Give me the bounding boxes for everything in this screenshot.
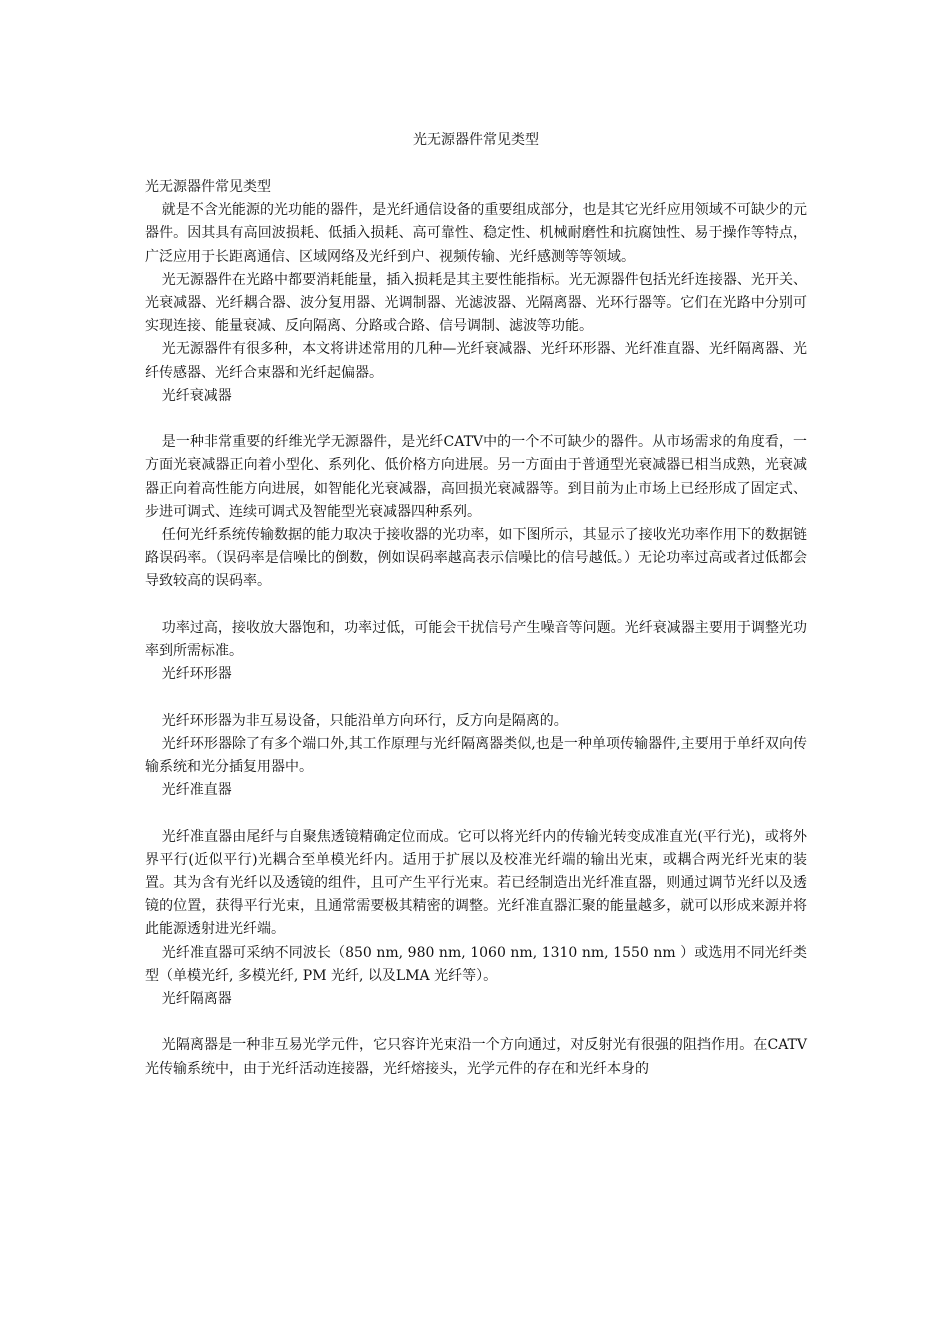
section-heading: 光纤隔离器 [161,991,232,1008]
blank-line [145,408,807,431]
document-body [145,176,807,1081]
blank-line [145,1011,807,1034]
blank-line [145,686,807,709]
paragraph: 光隔离器是一种非互易光学元件，它只容许光束沿一个方向通过，对反射光有很强的阻挡作用。在CATV光传输系统中，由于光纤活动连接器，光纤熔接头，光学元件的存在和光纤本身的 [145,1037,807,1077]
paragraph: 光纤准直器可采纳不同波长（850 nm, 980 nm, 1060 nm, 1310 nm, 1550 nm ）或选用不同光纤类型（单模光纤, 多模光纤, PM 光纤, 以及LMA 光纤等）。 [145,944,807,984]
paragraph: 光纤环形器除了有多个端口外,其工作原理与光纤隔离器类似,也是一种单项传输器件,主要用于单纤双向传输系统和光分插复用器中。 [145,735,807,776]
document-title: 光无源器件常见类型 [413,132,539,148]
blank-line [145,802,807,825]
paragraph: 光无源器件常见类型 [145,179,271,195]
section-heading: 光纤准直器 [161,782,232,799]
blank-line [145,594,807,617]
paragraph: 光纤环形器为非互易设备，只能沿单方向环行，反方向是隔离的。 [161,712,568,729]
paragraph: 光无源器件在光路中都要消耗能量，插入损耗是其主要性能指标。光无源器件包括光纤连接器、光开关、光衰减器、光纤耦合器、波分复用器、光调制器、光滤波器、光隔离器、光环行器等。它们在光路中分别可实现连接、能量衰减、反向隔离、分路或合路、信号调制、滤波等功能。 [145,271,807,335]
section-heading: 光纤环形器 [161,666,232,683]
paragraph: 是一种非常重要的纤维光学无源器件，是光纤CATV中的一个不可缺少的器件。从市场需求的角度看，一方面光衰减器正向着小型化、系列化、低价格方向进展。另一方面由于普通型光衰减器已相当成熟，光衰减器正向着高性能方向进展，如智能化光衰减器，高回损光衰减器等。到目前为止市场上已经形成了固定式、步进可调式、连续可调式及智能型光衰减器四种系列。 [145,434,807,520]
paragraph: 光纤准直器由尾纤与自聚焦透镜精确定位而成。它可以将光纤内的传输光转变成准直光(平行光)，或将外界平行(近似平行)光耦合至单模光纤内。适用于扩展以及校准光纤端的输出光束，或耦合两光纤光束的装置。其为含有光纤以及透镜的组件，且可产生平行光束。若已经制造出光纤准直器，则通过调节光纤以及透镜的位置，获得平行光束，且通常需要极其精密的调整。光纤准直器汇聚的能量越多，就可以形成来源并将此能源透射进光纤端。 [145,828,807,938]
paragraph: 光无源器件有很多种，本文将讲述常用的几种—光纤衰减器、光纤环形器、光纤准直器、光纤隔离器、光纤传感器、光纤合束器和光纤起偏器。 [145,341,807,381]
section-heading: 光纤衰减器 [161,387,232,404]
paragraph: 任何光纤系统传输数据的能力取决于接收器的光功率，如下图所示，其显示了接收光功率作用下的数据链路误码率。（误码率是信噪比的倒数，例如误码率越高表示信噪比的信号越低。）无论功率过高或者过低都会导致较高的误码率。 [145,527,807,590]
paragraph: 功率过高，接收放大器饱和，功率过低，可能会干扰信号产生噪音等问题。光纤衰减器主要用于调整光功率到所需标准。 [145,619,807,660]
paragraph: 就是不含光能源的光功能的器件，是光纤通信设备的重要组成部分，也是其它光纤应用领域不可缺少的元器件。因其具有高回波损耗、低插入损耗、高可靠性、稳定性、机械耐磨性和抗腐蚀性、易于操作等特点，广泛应用于长距离通信、区域网络及光纤到户、视频传输、光纤感测等等领域。 [145,202,807,265]
